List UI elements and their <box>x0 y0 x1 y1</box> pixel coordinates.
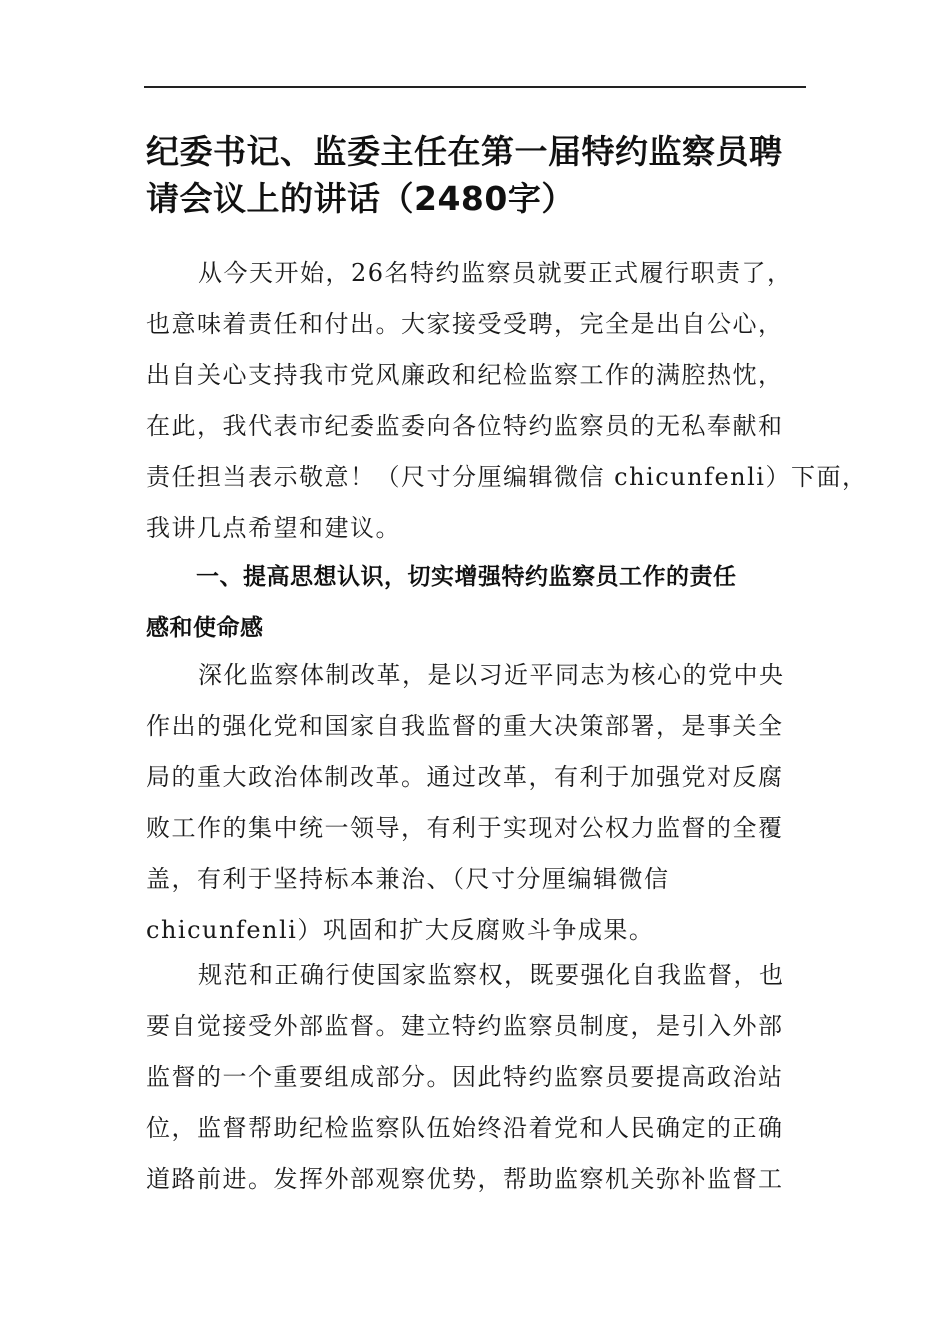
paragraph-line: 盖，有利于坚持标本兼治、（尺寸分厘编辑微信 <box>146 865 670 893</box>
document-title <box>146 128 814 222</box>
heading-line: 感和使命感 <box>146 615 264 641</box>
paragraph-line: 作出的强化党和国家自我监督的重大决策部署，是事关全 <box>146 712 784 740</box>
intro-paragraph <box>146 248 868 554</box>
section-heading <box>146 552 814 654</box>
title-line: 请会议上的讲话（2480字） <box>146 179 575 218</box>
paragraph-line: 规范和正确行使国家监察权，既要强化自我监督，也 <box>198 961 785 989</box>
paragraph-line: 败工作的集中统一领导，有利于实现对公权力监督的全覆 <box>146 814 784 842</box>
paragraph-line: 我讲几点希望和建议。 <box>146 514 401 542</box>
paragraph-line: 位，监督帮助纪检监察队伍始终沿着党和人民确定的正确 <box>146 1114 784 1142</box>
paragraph-line: 深化监察体制改革，是以习近平同志为核心的党中央 <box>198 661 785 689</box>
paragraph-line: 要自觉接受外部监督。建立特约监察员制度，是引入外部 <box>146 1012 784 1040</box>
paragraph-line: chicunfenli）巩固和扩大反腐败斗争成果。 <box>146 916 655 944</box>
paragraph-line: 监督的一个重要组成部分。因此特约监察员要提高政治站 <box>146 1063 784 1091</box>
section-paragraph <box>146 950 814 1205</box>
paragraph-line: 出自关心支持我市党风廉政和纪检监察工作的满腔热忱， <box>146 361 784 389</box>
paragraph-line: 道路前进。发挥外部观察优势，帮助监察机关弥补监督工 <box>146 1165 784 1193</box>
heading-line: 一、提高思想认识，切实增强特约监察员工作的责任 <box>196 564 737 590</box>
title-line: 纪委书记、监委主任在第一届特约监察员聘 <box>146 132 783 171</box>
header-rule <box>144 86 806 88</box>
paragraph-line: 在此，我代表市纪委监委向各位特约监察员的无私奉献和 <box>146 412 784 440</box>
paragraph-line: 也意味着责任和付出。大家接受受聘，完全是出自公心， <box>146 310 784 338</box>
section-paragraph <box>146 650 814 956</box>
paragraph-line: 责任担当表示敬意！（尺寸分厘编辑微信 chicunfenli）下面， <box>146 463 868 491</box>
paragraph-line: 局的重大政治体制改革。通过改革，有利于加强党对反腐 <box>146 763 784 791</box>
paragraph-line: 从今天开始，26名特约监察员就要正式履行职责了， <box>198 259 793 287</box>
